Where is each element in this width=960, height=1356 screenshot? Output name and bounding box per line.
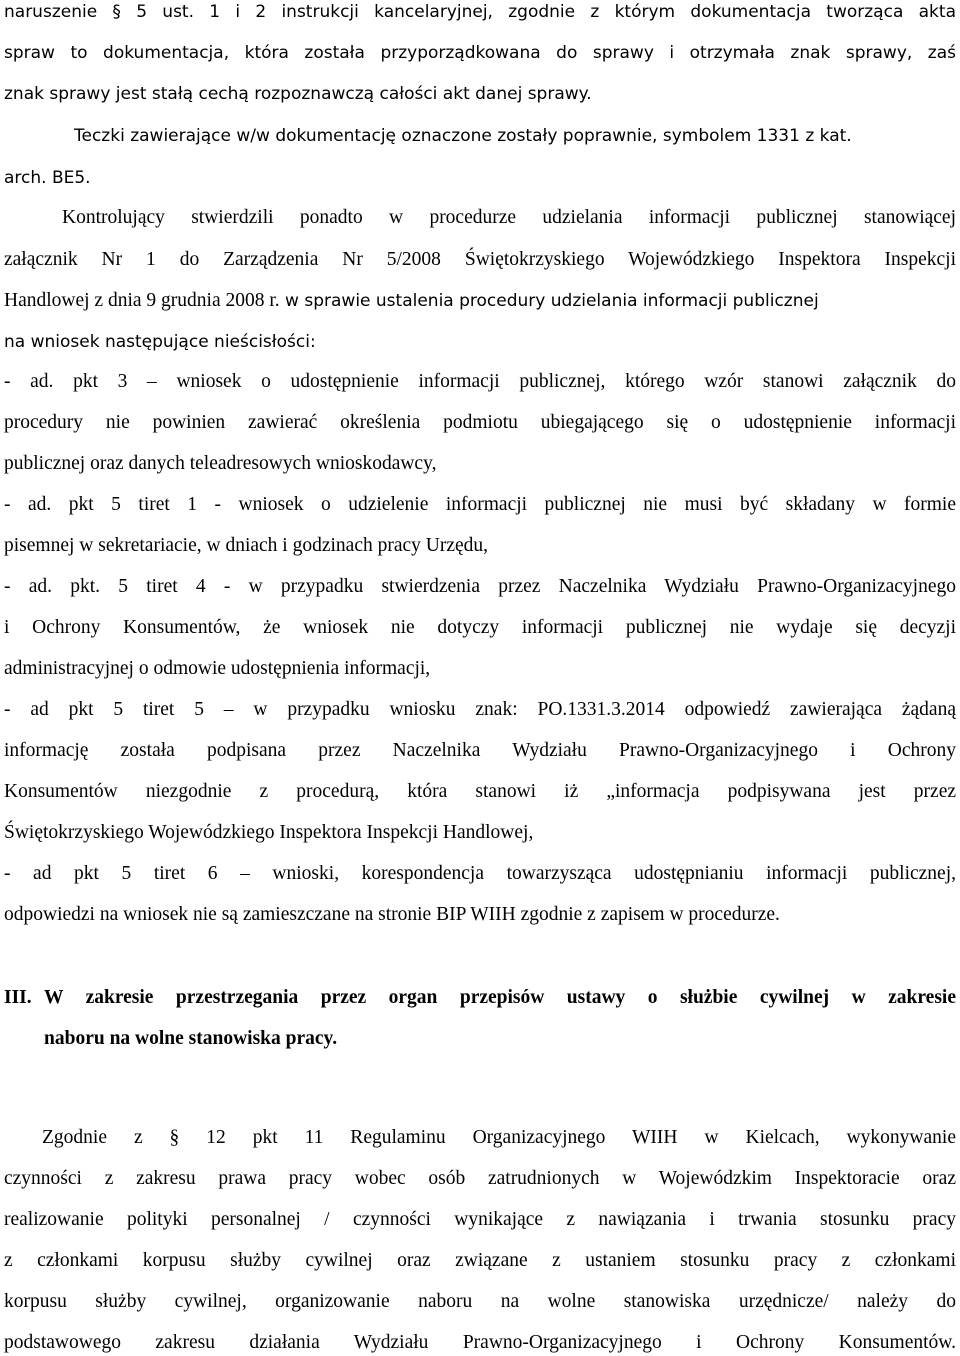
folders-line-1: Teczki zawierające w/w dokumentację oznaczone zostały poprawnie, symbolem 1331 z kat. (74, 126, 852, 146)
intro-line-2: spraw to dokumentacja, która została przyporządkowana do sprawy i otrzymała znak sprawy, zaś (4, 43, 956, 63)
intro-line-1: naruszenie § 5 ust. 1 i 2 instrukcji kancelaryjnej, zgodnie z którym dokumentacja tworząca akta (4, 2, 956, 22)
procedure-line-2: załącznik Nr 1 do Zarządzenia Nr 5/2008 Świętokrzyskiego Wojewódzkiego Inspektora Inspekcji (4, 249, 956, 270)
finding-1-line-2: procedury nie powinien zawierać określenia podmiotu ubiegającego się o udostępnienie informacji (4, 412, 956, 433)
final-line-1: Zgodnie z § 12 pkt 11 Regulaminu Organizacyjnego WIIH w Kielcach, wykonywanie (42, 1127, 956, 1148)
finding-2-line-2: pisemnej w sekretariacie, w dniach i godzinach pracy Urzędu, (4, 535, 489, 556)
final-line-5: korpusu służby cywilnej, organizowanie naboru na wolne stanowiska urzędnicze/ należy do (4, 1291, 956, 1312)
finding-3-line-2: i Ochrony Konsumentów, że wniosek nie dotyczy informacji publicznej nie wydaje się decyzji (4, 617, 956, 638)
finding-1-line-3: publicznej oraz danych teleadresowych wnioskodawcy, (4, 453, 437, 474)
final-line-2: czynności z zakresu prawa pracy wobec osób zatrudnionych w Wojewódzkim Inspektoracie oraz (4, 1168, 956, 1189)
finding-4-line-2: informację została podpisana przez Naczelnika Wydziału Prawno-Organizacyjnego i Ochrony (4, 740, 956, 761)
finding-5-line-2: odpowiedzi na wniosek nie są zamieszczane na stronie BIP WIIH zgodnie z zapisem w procedurze. (4, 904, 780, 925)
finding-3-line-3: administracyjnej o odmowie udostępnienia informacji, (4, 658, 431, 679)
final-line-4: z członkami korpusu służby cywilnej oraz związane z ustaniem stosunku pracy z członkami (4, 1250, 956, 1271)
intro-line-3: znak sprawy jest stałą cechą rozpoznawczą całości akt danej sprawy. (4, 84, 592, 104)
finding-4-line-1: - ad pkt 5 tiret 5 – w przypadku wniosku znak: PO.1331.3.2014 odpowiedź zawierająca żądaną (4, 699, 956, 720)
finding-5-line-1: - ad pkt 5 tiret 6 – wnioski, korespondencja towarzysząca udostępnianiu informacji publicznej, (4, 863, 956, 884)
final-line-3: realizowanie polityki personalnej / czynności wynikające z nawiązania i trwania stosunku pracy (4, 1209, 956, 1230)
folders-line-2: arch. BE5. (4, 168, 91, 188)
section-heading-line-2: naboru na wolne stanowiska pracy. (44, 1028, 338, 1049)
finding-3-line-1: - ad. pkt. 5 tiret 4 - w przypadku stwierdzenia przez Naczelnika Wydziału Prawno-Organizacyjnego (4, 576, 956, 597)
procedure-line-1: Kontrolujący stwierdzili ponadto w procedurze udzielania informacji publicznej stanowiącej (62, 207, 956, 228)
procedure-line-3-subject: w sprawie ustalenia procedury udzielania informacji publicznej (279, 291, 819, 311)
procedure-line-3 (4, 289, 956, 313)
procedure-line-3-date: Handlowej z dnia 9 grudnia 2008 r. (4, 290, 280, 311)
finding-1-line-1: - ad. pkt 3 – wniosek o udostępnienie informacji publicznej, którego wzór stanowi załącznik do (4, 371, 956, 392)
procedure-line-4: na wniosek następujące nieścisłości: (4, 332, 316, 352)
section-heading-line-1: W zakresie przestrzegania przez organ przepisów ustawy o służbie cywilnej w zakresie (44, 987, 956, 1008)
final-line-6: podstawowego zakresu działania Wydziału Prawno-Organizacyjnego i Ochrony Konsumentów. (4, 1332, 956, 1353)
finding-2-line-1: - ad. pkt 5 tiret 1 - wniosek o udzielenie informacji publicznej nie musi być składany w formie (4, 494, 956, 515)
finding-4-line-4: Świętokrzyskiego Wojewódzkiego Inspektora Inspekcji Handlowej, (4, 822, 534, 843)
finding-4-line-3: Konsumentów niezgodnie z procedurą, która stanowi iż „informacja podpisywana jest przez (4, 781, 956, 802)
section-number: III. (4, 987, 32, 1008)
